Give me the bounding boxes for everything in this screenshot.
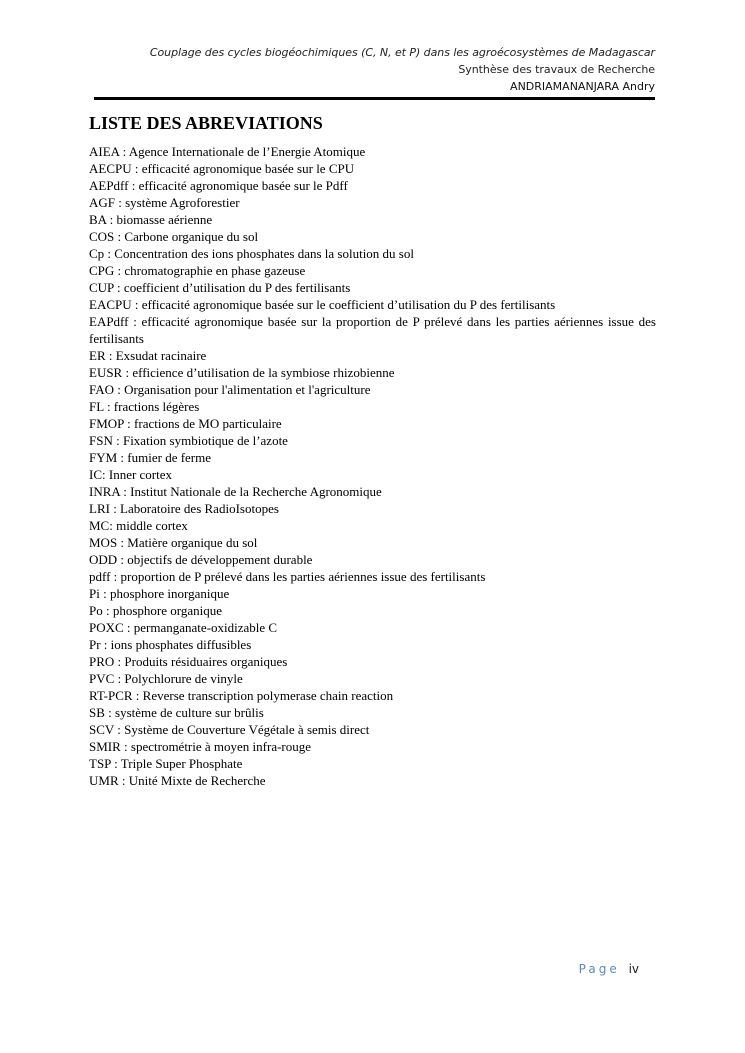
abbreviation-entry: FMOP : fractions de MO particulaire [89,416,282,431]
abbreviation-entry: MC: middle cortex [89,518,188,533]
abbreviations-section [89,111,656,789]
abbreviation-entry: RT-PCR : Reverse transcription polymerase chain reaction [89,688,394,703]
abbreviation-entry: UMR : Unité Mixte de Recherche [89,773,266,788]
abbreviation-entry: LRI : Laboratoire des RadioIsotopes [89,501,279,516]
abbreviation-entry: FSN : Fixation symbiotique de l’azote [89,433,288,448]
header-author: ANDRIAMANANJARA Andry [510,80,655,93]
abbreviation-entry: MOS : Matière organique du sol [89,535,258,550]
abbreviation-entry: COS : Carbone organique du sol [89,229,259,244]
abbreviation-entry: PVC : Polychlorure de vinyle [89,671,243,686]
abbreviation-entry: BA : biomasse aérienne [89,212,213,227]
abbreviation-entry: pdff : proportion de P prélevé dans les parties aériennes issue des fertilisants [89,569,486,584]
abbreviation-entry: EACPU : efficacité agronomique basée sur le coefficient d’utilisation du P des fertilisants [89,297,556,312]
page-label: Page [578,962,620,976]
abbreviation-entry: Pr : ions phosphates diffusibles [89,637,252,652]
abbreviation-entry: EUSR : efficience d’utilisation de la symbiose rhizobienne [89,365,395,380]
abbreviation-entry: EAPdff : efficacité agronomique basée sur la proportion de P prélevé dans les parties aériennes issue des fertilisants [89,314,656,346]
abbreviation-entry: AEPdff : efficacité agronomique basée sur le Pdff [89,178,348,193]
header-subtitle: Synthèse des travaux de Recherche [458,63,655,76]
abbreviation-entry: Pi : phosphore inorganique [89,586,230,601]
abbreviation-entry: FAO : Organisation pour l'alimentation et l'agriculture [89,382,371,397]
abbreviation-list [89,143,656,789]
abbreviation-entry: ODD : objectifs de développement durable [89,552,313,567]
abbreviation-entry: INRA : Institut Nationale de la Recherche Agronomique [89,484,382,499]
section-title: LISTE DES ABREVIATIONS [89,113,323,133]
abbreviation-entry: SCV : Système de Couverture Végétale à semis direct [89,722,370,737]
abbreviation-entry: Po : phosphore organique [89,603,222,618]
abbreviation-entry: AIEA : Agence Internationale de l’Energie Atomique [89,144,366,159]
header-document-title: Couplage des cycles biogéochimiques (C, N, et P) dans les agroécosystèmes de Madagascar [149,46,655,59]
abbreviation-entry: SMIR : spectrométrie à moyen infra-rouge [89,739,312,754]
abbreviation-entry: AGF : système Agroforestier [89,195,240,210]
running-header [150,44,655,95]
abbreviation-entry: SB : système de culture sur brûlis [89,705,264,720]
abbreviation-entry: POXC : permanganate-oxidizable C [89,620,278,635]
page-footer [579,962,639,976]
abbreviation-entry: FL : fractions légères [89,399,200,414]
abbreviation-entry: TSP : Triple Super Phosphate [89,756,243,771]
abbreviation-entry: CPG : chromatographie en phase gazeuse [89,263,306,278]
abbreviation-entry: Cp : Concentration des ions phosphates dans la solution du sol [89,246,414,261]
header-rule [94,97,655,100]
abbreviation-entry: ER : Exsudat racinaire [89,348,207,363]
abbreviation-entry: AECPU : efficacité agronomique basée sur le CPU [89,161,355,176]
abbreviation-entry: FYM : fumier de ferme [89,450,212,465]
abbreviation-entry: IC: Inner cortex [89,467,173,482]
abbreviation-entry: CUP : coefficient d’utilisation du P des fertilisants [89,280,351,295]
page-number: iv [628,962,639,976]
abbreviation-entry: PRO : Produits résiduaires organiques [89,654,288,669]
